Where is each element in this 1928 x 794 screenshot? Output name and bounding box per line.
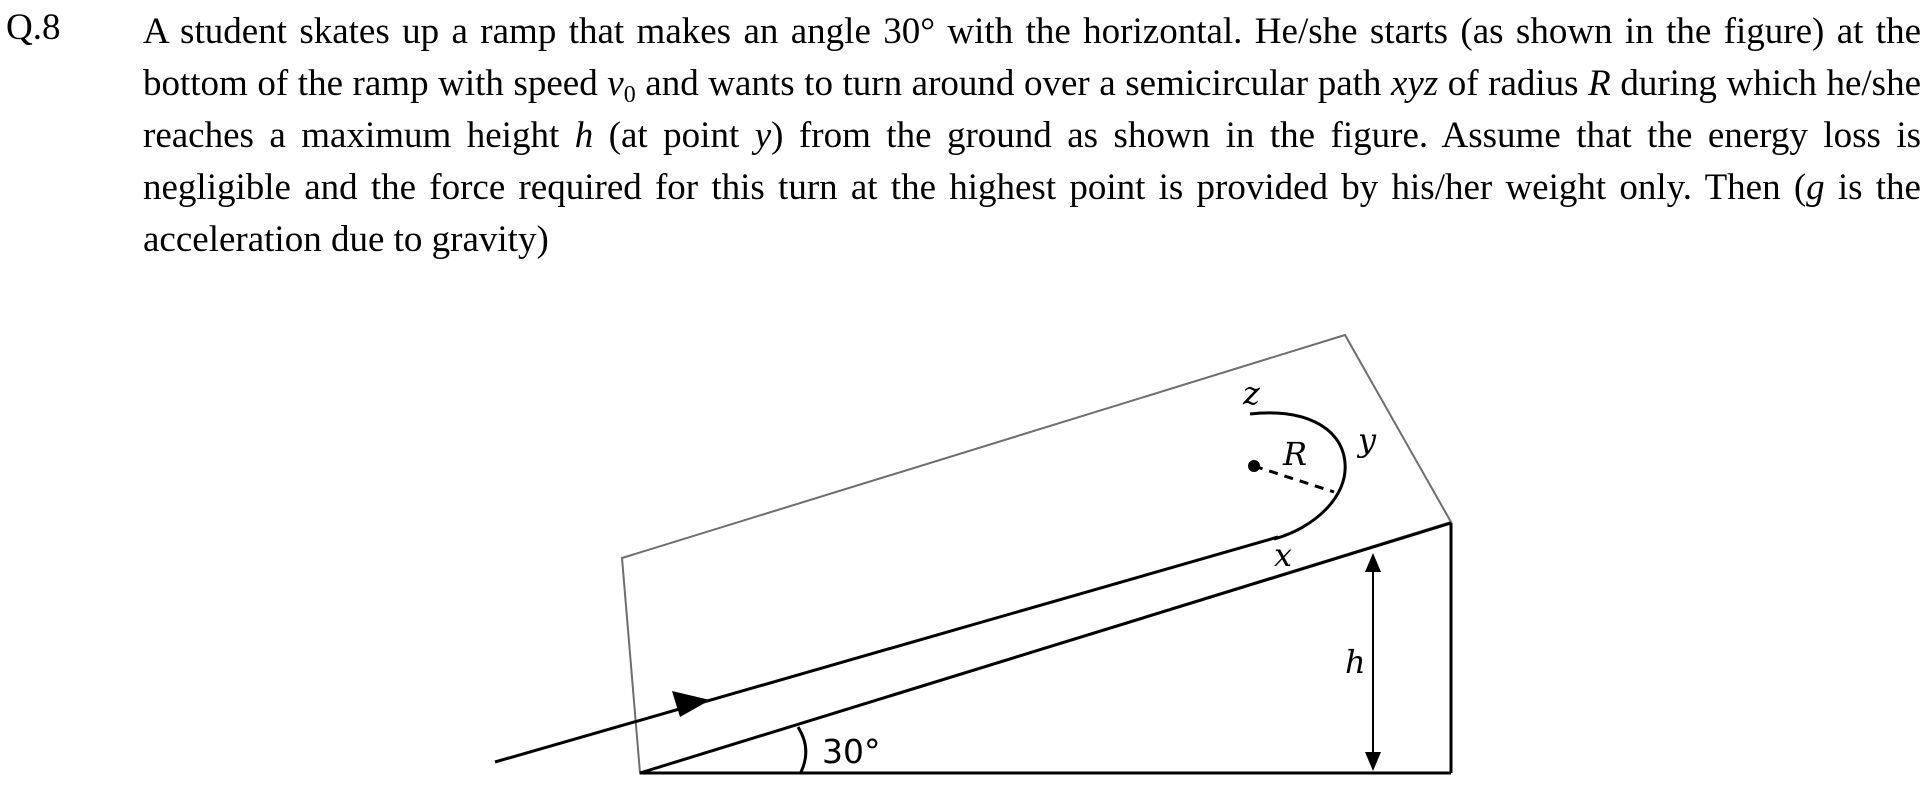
point-z-label: z [1243,374,1260,412]
question-text-part-7: is the acceleration due to gravity) [143,167,1921,260]
skater-path-line [495,537,1278,762]
path-label: xyz [1390,63,1439,104]
question-text-part-2: and wants to turn around over a semicircular path [635,63,1391,104]
point-symbol: y [754,115,772,156]
ramp-surface [622,335,1451,773]
height-label: h [1345,643,1366,681]
path-arrow-icon [672,691,710,717]
height-arrow-top-icon [1365,553,1381,572]
height-symbol: h [574,115,594,156]
question-text-part-6: ) from the ground as shown in the figure. Assume that the energy loss is negligible and the force required for this turn at the highest point is provided by his/her weight only. Then ( [143,115,1922,208]
radius-symbol: R [1588,63,1611,104]
point-y-label: y [1358,421,1377,459]
angle-arc [798,727,806,772]
point-x-label: x [1274,536,1293,574]
ramp-incline-edge [640,523,1451,773]
question-text-part-5: (at point [593,115,755,156]
question-text-part-4: during which he/she reaches a maximum height [143,63,1921,156]
height-arrow-bottom-icon [1365,752,1381,771]
gravity-symbol: g [1806,167,1825,208]
question-text-part-1: A student skates up a ramp that makes an angle 30° with the horizontal. He/she starts (as shown in the figure) at the bottom of the ramp with speed [143,11,1921,104]
velocity-subscript: 0 [623,82,636,108]
velocity-symbol: v [607,63,624,104]
question-number: Q.8 [6,7,61,48]
radius-label: R [1283,435,1308,473]
angle-label: 30° [822,732,881,771]
semicircle-path-xyz [1250,413,1345,539]
question-text-part-3: of radius [1438,63,1589,104]
